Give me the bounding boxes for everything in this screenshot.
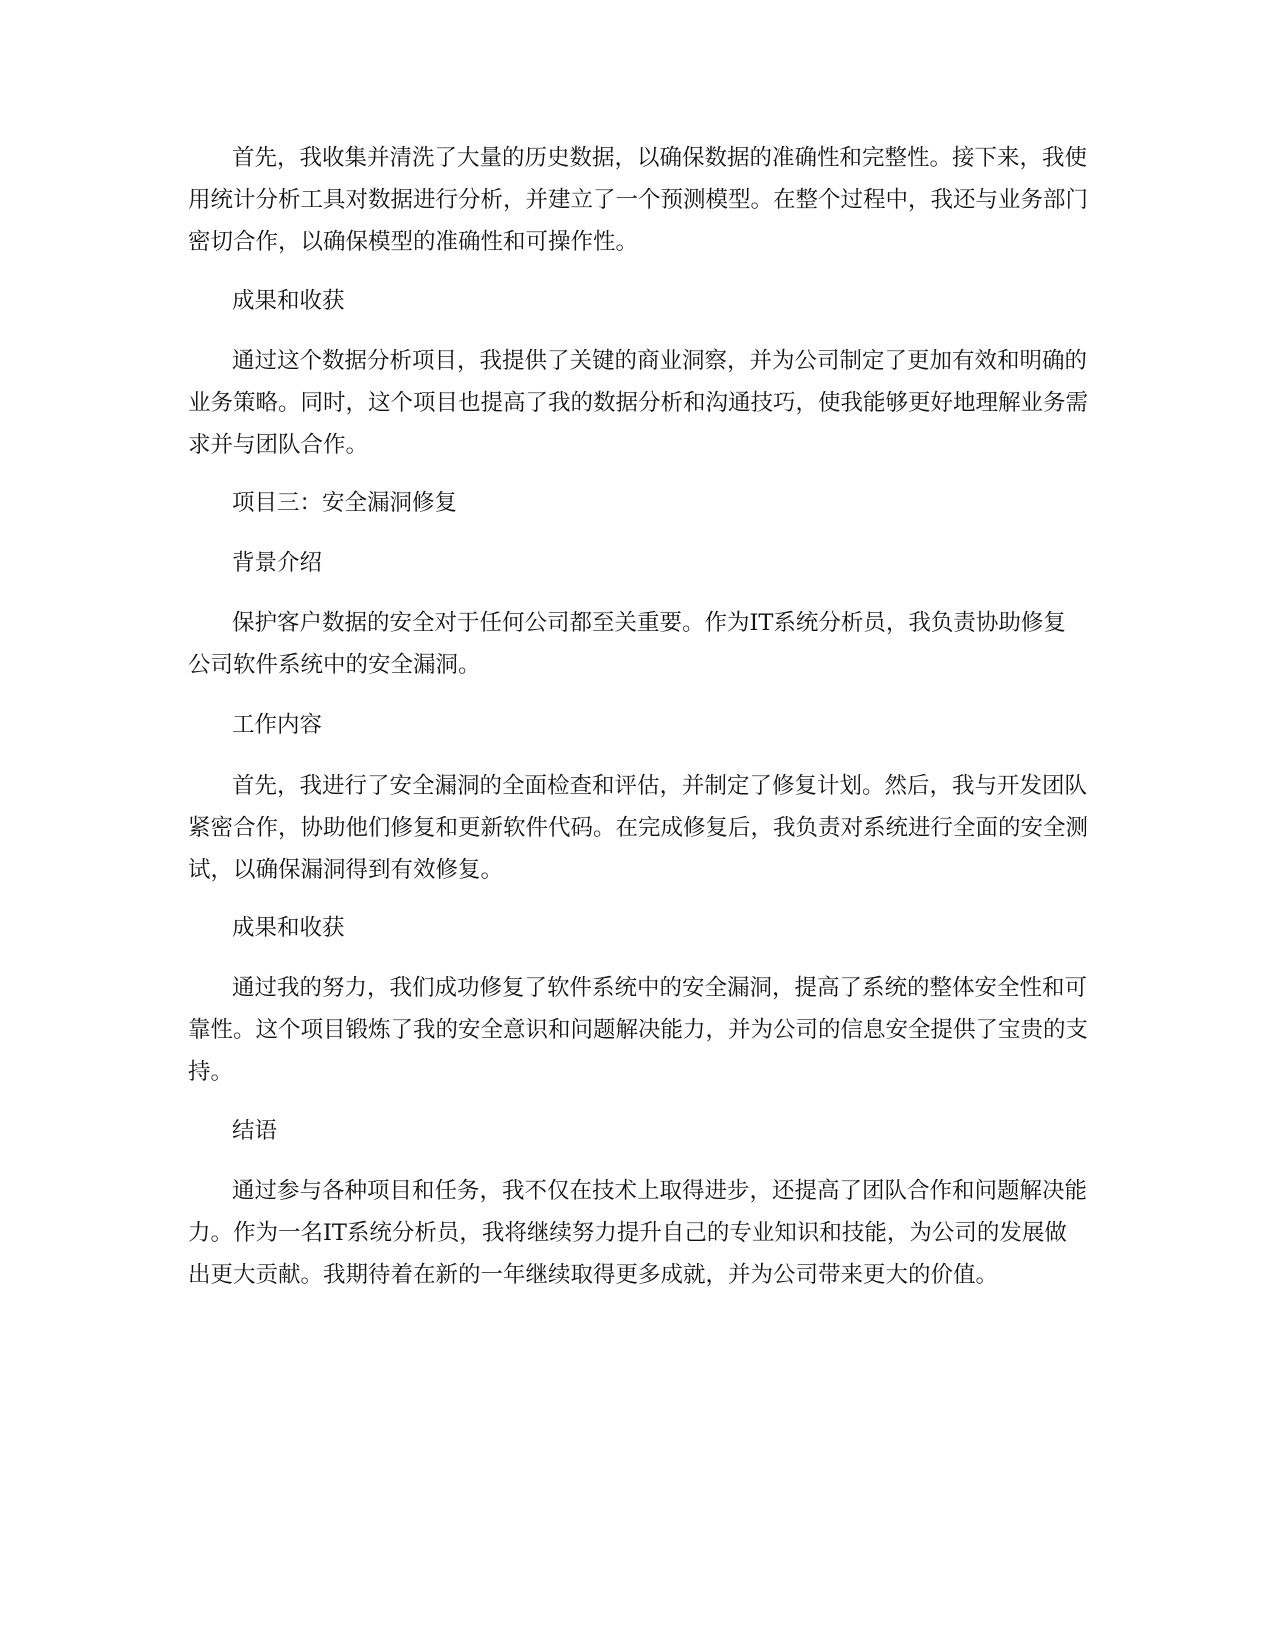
- paragraph-conclusion: 通过参与各种项目和任务，我不仅在技术上取得进步，还提高了团队合作和问题解决能力。作为一名IT系统分析员，我将继续努力提升自己的专业知识和技能，为公司的发展做出更大贡献。我期待着在新的一年继续取得更多成就，并为公司带来更大的价值。: [188, 1178, 1088, 1288]
- paragraph-security-background: 保护客户数据的安全对于任何公司都至关重要。作为IT系统分析员，我负责协助修复公司软件系统中的安全漏洞。: [188, 610, 1066, 678]
- heading-background: 背景介绍: [232, 550, 323, 576]
- paragraph-security-results: 通过我的努力，我们成功修复了软件系统中的安全漏洞，提高了系统的整体安全性和可靠性。这个项目锻炼了我的安全意识和问题解决能力，并为公司的信息安全提供了宝贵的支持。: [188, 975, 1089, 1085]
- paragraph-security-work: 首先，我进行了安全漏洞的全面检查和评估，并制定了修复计划。然后，我与开发团队紧密合作，协助他们修复和更新软件代码。在完成修复后，我负责对系统进行全面的安全测试，以确保漏洞得到有效修复。: [188, 773, 1089, 883]
- heading-conclusion: 结语: [232, 1118, 278, 1144]
- paragraph-data-work: 首先，我收集并清洗了大量的历史数据，以确保数据的准确性和完整性。接下来，我使用统计分析工具对数据进行分析，并建立了一个预测模型。在整个过程中，我还与业务部门密切合作，以确保模型的准确性和可操作性。: [188, 145, 1089, 255]
- heading-results-1: 成果和收获: [232, 288, 345, 314]
- heading-results-2: 成果和收获: [232, 915, 345, 941]
- paragraph-data-results: 通过这个数据分析项目，我提供了关键的商业洞察，并为公司制定了更加有效和明确的业务策略。同时，这个项目也提高了我的数据分析和沟通技巧，使我能够更好地理解业务需求并与团队合作。: [188, 348, 1089, 458]
- heading-project-three: 项目三：安全漏洞修复: [232, 490, 458, 516]
- heading-work-content: 工作内容: [232, 712, 323, 738]
